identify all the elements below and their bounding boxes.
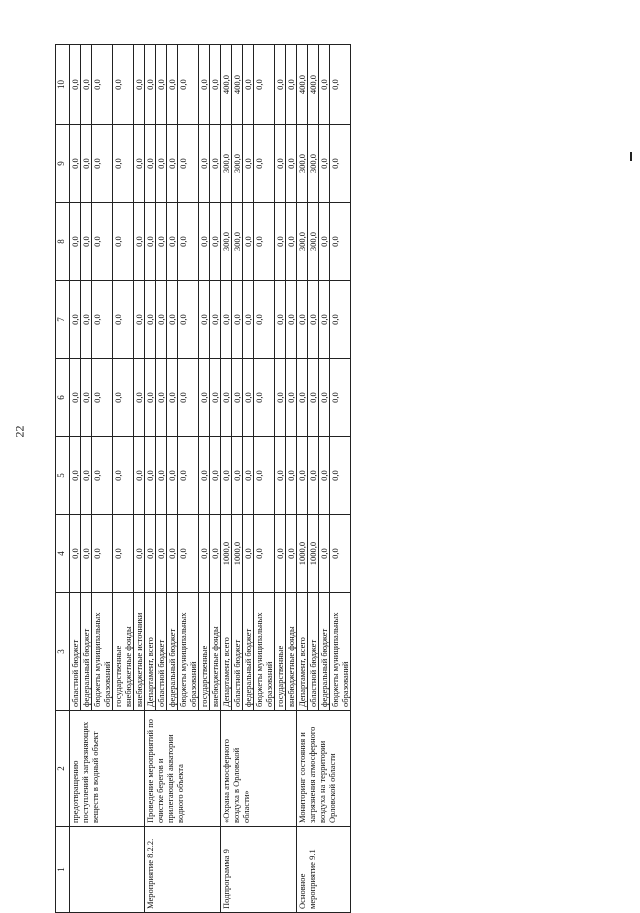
value-cell: 0,0 (70, 359, 81, 437)
column-header-9: 9 (56, 125, 70, 203)
item-description: предотвращению поступлений загрязняющих веществ в водный объект (70, 711, 145, 827)
value-cell: 300,0 (221, 203, 232, 281)
value-cell: 0,0 (92, 203, 113, 281)
funding-source: областной бюджет (70, 593, 81, 711)
value-cell: 0,0 (254, 515, 275, 593)
funding-source: федеральный бюджет (319, 593, 330, 711)
funding-source: областной бюджет (308, 593, 319, 711)
funding-source: внебюджетные фонды (210, 593, 221, 711)
value-cell: 0,0 (275, 203, 286, 281)
value-cell: 0,0 (134, 437, 145, 515)
funding-source: Департамент, всего (221, 593, 232, 711)
funding-source: государственные (275, 593, 286, 711)
value-cell: 0,0 (178, 359, 199, 437)
value-cell: 0,0 (145, 359, 156, 437)
value-cell: 0,0 (319, 515, 330, 593)
scan-mark (630, 152, 632, 161)
value-cell: 0,0 (286, 125, 297, 203)
value-cell: 0,0 (286, 45, 297, 125)
value-cell: 0,0 (92, 359, 113, 437)
value-cell: 0,0 (232, 281, 243, 359)
value-cell: 0,0 (167, 203, 178, 281)
value-cell: 0,0 (210, 125, 221, 203)
value-cell: 0,0 (156, 125, 167, 203)
value-cell: 0,0 (254, 281, 275, 359)
value-cell: 0,0 (145, 45, 156, 125)
value-cell: 1000,0 (308, 515, 319, 593)
value-cell: 0,0 (156, 203, 167, 281)
funding-source: федеральный бюджет (81, 593, 92, 711)
funding-source: бюджеты муниципальных образований (178, 593, 199, 711)
value-cell: 0,0 (319, 281, 330, 359)
value-cell: 0,0 (134, 45, 145, 125)
value-cell: 0,0 (167, 125, 178, 203)
value-cell: 0,0 (70, 203, 81, 281)
value-cell: 1000,0 (232, 515, 243, 593)
value-cell: 0,0 (221, 281, 232, 359)
value-cell: 0,0 (319, 203, 330, 281)
value-cell: 0,0 (156, 515, 167, 593)
value-cell: 0,0 (81, 45, 92, 125)
funding-source: внебюджетные источники (134, 593, 145, 711)
value-cell: 0,0 (178, 203, 199, 281)
value-cell: 0,0 (210, 437, 221, 515)
funding-source: бюджеты муниципальных образований (92, 593, 113, 711)
value-cell: 0,0 (167, 281, 178, 359)
table-row (221, 45, 232, 913)
value-cell: 0,0 (199, 437, 210, 515)
value-cell: 0,0 (113, 515, 134, 593)
table-body (70, 45, 351, 913)
value-cell: 1000,0 (221, 515, 232, 593)
value-cell: 0,0 (286, 515, 297, 593)
value-cell: 0,0 (308, 437, 319, 515)
value-cell: 0,0 (178, 281, 199, 359)
value-cell: 300,0 (297, 125, 308, 203)
value-cell: 0,0 (70, 437, 81, 515)
value-cell: 0,0 (330, 281, 351, 359)
value-cell: 0,0 (275, 359, 286, 437)
value-cell: 0,0 (134, 125, 145, 203)
value-cell: 0,0 (330, 203, 351, 281)
value-cell: 0,0 (178, 45, 199, 125)
value-cell: 0,0 (113, 125, 134, 203)
value-cell: 0,0 (286, 437, 297, 515)
column-header-4: 4 (56, 515, 70, 593)
value-cell: 0,0 (178, 515, 199, 593)
value-cell: 0,0 (275, 281, 286, 359)
value-cell: 0,0 (156, 437, 167, 515)
value-cell: 400,0 (232, 45, 243, 125)
funding-source: Департамент, всего (297, 593, 308, 711)
value-cell: 0,0 (275, 437, 286, 515)
column-header-7: 7 (56, 281, 70, 359)
value-cell: 0,0 (113, 437, 134, 515)
value-cell: 0,0 (156, 359, 167, 437)
funding-source: бюджеты муниципальных образований (330, 593, 351, 711)
value-cell: 0,0 (167, 359, 178, 437)
value-cell: 0,0 (330, 45, 351, 125)
value-cell: 0,0 (178, 125, 199, 203)
value-cell: 300,0 (221, 125, 232, 203)
value-cell: 0,0 (297, 359, 308, 437)
value-cell: 400,0 (308, 45, 319, 125)
value-cell: 0,0 (330, 437, 351, 515)
column-header-8: 8 (56, 203, 70, 281)
value-cell: 0,0 (81, 515, 92, 593)
value-cell: 0,0 (199, 45, 210, 125)
item-description: Проведение мероприятий по очистке берегов и прилегающей акватории водного объекта (145, 711, 221, 827)
value-cell: 0,0 (254, 203, 275, 281)
value-cell: 300,0 (232, 125, 243, 203)
table-row (145, 45, 156, 913)
value-cell: 0,0 (210, 281, 221, 359)
value-cell: 0,0 (167, 515, 178, 593)
value-cell: 0,0 (81, 203, 92, 281)
value-cell: 0,0 (232, 437, 243, 515)
value-cell: 0,0 (92, 281, 113, 359)
value-cell: 0,0 (319, 359, 330, 437)
value-cell: 0,0 (319, 125, 330, 203)
value-cell: 0,0 (92, 45, 113, 125)
value-cell: 0,0 (113, 281, 134, 359)
value-cell: 0,0 (156, 281, 167, 359)
value-cell: 0,0 (134, 515, 145, 593)
value-cell: 0,0 (243, 437, 254, 515)
value-cell: 0,0 (134, 281, 145, 359)
value-cell: 300,0 (232, 203, 243, 281)
funding-source: федеральный бюджет (167, 593, 178, 711)
funding-source: государственные (199, 593, 210, 711)
value-cell: 0,0 (145, 281, 156, 359)
value-cell: 0,0 (156, 45, 167, 125)
value-cell: 300,0 (297, 203, 308, 281)
value-cell: 0,0 (308, 281, 319, 359)
value-cell: 0,0 (330, 125, 351, 203)
value-cell: 0,0 (199, 125, 210, 203)
column-header-2: 2 (56, 711, 70, 827)
value-cell: 0,0 (70, 281, 81, 359)
funding-source: областной бюджет (232, 593, 243, 711)
value-cell: 0,0 (275, 125, 286, 203)
value-cell: 0,0 (70, 45, 81, 125)
item-code: Подпрограмма 9 (221, 827, 297, 913)
value-cell: 0,0 (145, 437, 156, 515)
value-cell: 0,0 (81, 125, 92, 203)
value-cell: 0,0 (297, 281, 308, 359)
table-row (297, 45, 308, 913)
value-cell: 1000,0 (297, 515, 308, 593)
column-header-6: 6 (56, 359, 70, 437)
funding-source: бюджеты муниципальных образований (254, 593, 275, 711)
value-cell: 0,0 (243, 125, 254, 203)
value-cell: 0,0 (243, 281, 254, 359)
value-cell: 0,0 (210, 359, 221, 437)
value-cell: 0,0 (243, 359, 254, 437)
value-cell: 0,0 (243, 203, 254, 281)
value-cell: 0,0 (243, 515, 254, 593)
value-cell: 0,0 (254, 125, 275, 203)
value-cell: 0,0 (134, 203, 145, 281)
value-cell: 0,0 (210, 515, 221, 593)
funding-source: Департамент, всего (145, 593, 156, 711)
value-cell: 0,0 (330, 515, 351, 593)
value-cell: 0,0 (134, 359, 145, 437)
value-cell: 0,0 (199, 515, 210, 593)
value-cell: 0,0 (92, 437, 113, 515)
value-cell: 0,0 (81, 437, 92, 515)
value-cell: 0,0 (275, 515, 286, 593)
value-cell: 0,0 (81, 359, 92, 437)
column-header-3: 3 (56, 593, 70, 711)
value-cell: 0,0 (81, 281, 92, 359)
header-row (56, 45, 70, 913)
budget-table (55, 44, 351, 913)
value-cell: 0,0 (210, 203, 221, 281)
value-cell: 0,0 (145, 515, 156, 593)
value-cell: 400,0 (297, 45, 308, 125)
value-cell: 0,0 (221, 437, 232, 515)
value-cell: 0,0 (70, 515, 81, 593)
funding-source: областной бюджет (156, 593, 167, 711)
value-cell: 0,0 (297, 437, 308, 515)
funding-source: внебюджетные фонды (286, 593, 297, 711)
funding-source: государственные внебюджетные фонды (113, 593, 134, 711)
value-cell: 0,0 (70, 125, 81, 203)
value-cell: 0,0 (286, 203, 297, 281)
value-cell: 0,0 (286, 281, 297, 359)
value-cell: 0,0 (178, 437, 199, 515)
table-row (70, 45, 81, 913)
value-cell: 0,0 (92, 125, 113, 203)
value-cell: 0,0 (145, 125, 156, 203)
item-code: Основное мероприятие 9.1 (297, 827, 351, 913)
column-header-1: 1 (56, 827, 70, 913)
column-header-10: 10 (56, 45, 70, 125)
value-cell: 300,0 (308, 203, 319, 281)
value-cell: 0,0 (254, 437, 275, 515)
column-header-5: 5 (56, 437, 70, 515)
value-cell: 0,0 (210, 45, 221, 125)
value-cell: 0,0 (92, 515, 113, 593)
value-cell: 0,0 (243, 45, 254, 125)
value-cell: 0,0 (319, 45, 330, 125)
value-cell: 0,0 (308, 359, 319, 437)
funding-source: федеральный бюджет (243, 593, 254, 711)
value-cell: 0,0 (232, 359, 243, 437)
value-cell: 300,0 (308, 125, 319, 203)
value-cell: 0,0 (145, 203, 156, 281)
value-cell: 0,0 (254, 359, 275, 437)
value-cell: 0,0 (199, 203, 210, 281)
value-cell: 0,0 (199, 281, 210, 359)
value-cell: 0,0 (254, 45, 275, 125)
value-cell: 0,0 (330, 359, 351, 437)
item-description: Мониторинг состояния и загрязнения атмосферного воздуха на территории Орловской области (297, 711, 351, 827)
value-cell: 0,0 (113, 45, 134, 125)
page-number: 22 (12, 425, 27, 438)
value-cell: 0,0 (221, 359, 232, 437)
value-cell: 400,0 (221, 45, 232, 125)
item-code (70, 827, 145, 913)
item-code: Мероприятие 8.2.2. (145, 827, 221, 913)
value-cell: 0,0 (275, 45, 286, 125)
value-cell: 0,0 (167, 437, 178, 515)
item-description: «Охрана атмосферного воздуха в Орловской области» (221, 711, 297, 827)
value-cell: 0,0 (319, 437, 330, 515)
value-cell: 0,0 (286, 359, 297, 437)
value-cell: 0,0 (113, 203, 134, 281)
value-cell: 0,0 (113, 359, 134, 437)
rotated-page (55, 45, 598, 913)
value-cell: 0,0 (167, 45, 178, 125)
value-cell: 0,0 (199, 359, 210, 437)
